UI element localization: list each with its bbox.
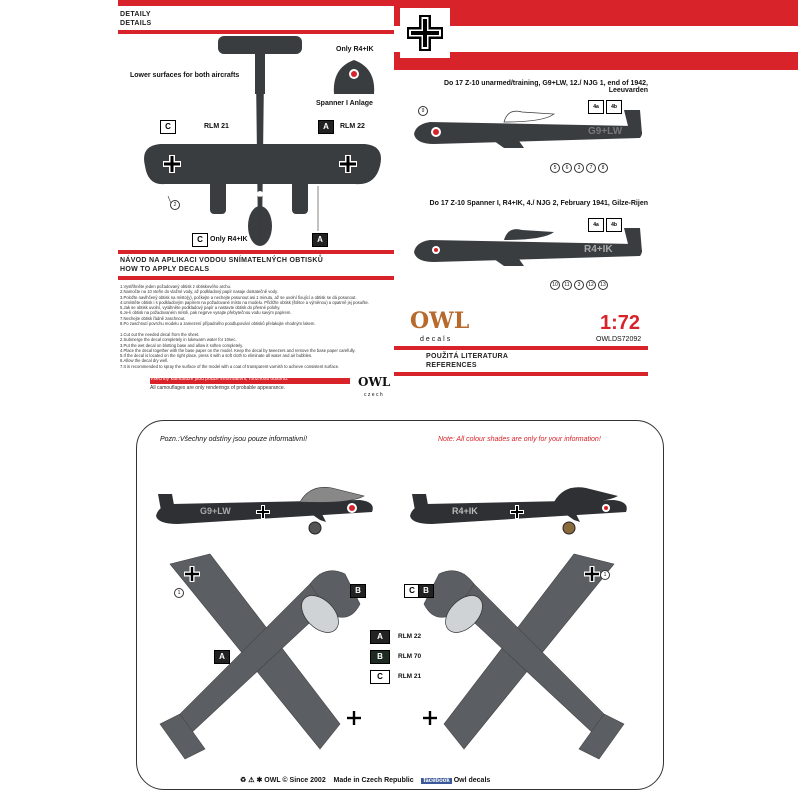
side-code-r4ik: R4+IK	[452, 506, 478, 516]
badge-c-bottom: C	[192, 233, 208, 247]
profile-caption-1b: Leeuvarden	[608, 87, 648, 94]
tag-4a-2: 4a	[588, 218, 604, 232]
legend-b-swatch: B	[370, 650, 390, 664]
note-en: Note: All colour shades are only for your information!	[438, 436, 601, 443]
footer-owl: OWL	[264, 777, 281, 784]
red-stripe-top	[118, 0, 394, 6]
bottom-badge-b: B	[350, 584, 366, 598]
badge-c: C	[160, 120, 176, 134]
footer-since: © Since 2002	[282, 777, 326, 784]
instruction-line: 5.Jak se obtisk uvolní, vytáhněte podkladový papír a nastavte obtisk do přesné polohy.	[120, 305, 281, 311]
legend-c-label: RLM 21	[398, 673, 422, 680]
instruction-line: 6.Je-li obtisk na požadovaném místě, pak nejprve vysajte přebytečnou vodu savým papírem.	[120, 310, 292, 316]
red-stripe-3	[118, 250, 394, 254]
callout-p1-4: 7	[586, 163, 596, 173]
footer-line	[240, 776, 490, 784]
bottom-badge-c: C	[404, 584, 420, 598]
legend-c-swatch: C	[370, 670, 390, 684]
callout-1-right: 1	[600, 570, 610, 580]
callout-p2-2: 11	[562, 280, 572, 290]
instruction-line: 8.Po zaschnutí povrchu modelu a zamezení případného poodlupování obtisků přelakujte vhodným lakem.	[120, 321, 316, 327]
note-cz: Pozn.:Všechny odstíny jsou pouze informativní!	[160, 436, 308, 443]
instruction-line: 1.Vystřihněte jeden požadovaný obtisk z obtiskového archu.	[120, 284, 232, 289]
details-cz: DETAILY	[120, 11, 151, 18]
red-stripe-2	[118, 30, 394, 34]
code-g9lw: G9+LW	[588, 126, 623, 137]
instruction-line: 6.Allow the decal dry well.	[120, 358, 169, 364]
side-view-r4ik	[404, 466, 634, 536]
instruction-line: 1.Cut out the needed decal from the sheet.	[120, 332, 200, 337]
legend-a-label: RLM 22	[398, 633, 422, 640]
callout-p2-5: 13	[598, 280, 608, 290]
instructions-title-cz: NÁVOD NA APLIKACI VODOU SNÍMATELNÝCH OBTISKŮ	[120, 257, 324, 264]
instructions-en	[120, 332, 390, 369]
recycle-icon: ♻ ⚠ ✱	[240, 777, 265, 784]
footer-cz-note: Všechny kamufláže jsou pouze informativní, možnosti odstínů.	[150, 376, 289, 382]
instruction-line: 4.Place the decal together with the base paper on the model. Keep the decal by tweezers and remove the base paper carefully.	[120, 347, 356, 353]
instructions-title	[120, 256, 323, 274]
instructions-cz	[120, 284, 390, 326]
callout-p1-5: 8	[598, 163, 608, 173]
profile-caption-2: Do 17 Z-10 Spanner I, R4+IK, 4./ NJG 2, February 1941, Gilze-Rijen	[429, 200, 648, 207]
white-band	[394, 26, 798, 52]
red-stripe-refs-top	[394, 346, 648, 350]
tag-4a: 4a	[588, 100, 604, 114]
tag-4b-2: 4b	[606, 218, 622, 232]
callout-2: 2	[170, 200, 180, 210]
side-code-g9lw: G9+LW	[200, 506, 231, 516]
bottom-badge-b2: B	[418, 584, 434, 598]
only-r4ik-top-label: Only R4+IK	[336, 46, 374, 53]
callout-p2-4: 12	[586, 280, 596, 290]
legend-a-swatch: A	[370, 630, 390, 644]
nose-detail	[330, 56, 378, 98]
legend-b-label: RLM 70	[398, 653, 422, 660]
balkenkreuz-icon	[407, 15, 443, 51]
code-r4ik: R4+IK	[584, 244, 613, 255]
instruction-line: 7.Nechejte obtisk řádně zaschnout.	[120, 315, 186, 321]
instruction-line: 5.If the decal is located on the right place, press it with a soft cloth to eliminate all water and air bubbles.	[120, 353, 313, 359]
product-code: OWLDS72092	[596, 336, 642, 343]
decals-text: decals	[420, 336, 453, 343]
only-r4ik-bottom-label: Only R4+IK	[210, 236, 248, 243]
instruction-line: 3.Položte navlhčený obtisk na místo(y), počkejte a nechejte posunout asi 1 minutu, až se uvolní fixující a obtisk se dá posunout.	[120, 294, 357, 300]
owl-logo	[410, 308, 469, 334]
badge-a-bottom: A	[312, 233, 328, 247]
section-details	[120, 10, 152, 28]
owl-logo-text: OWL	[410, 308, 470, 334]
references-head	[426, 352, 508, 370]
red-stripe-refs-bottom	[394, 372, 648, 376]
instruction-line: 2.Namočte na 10 vteřin do vlažné vody, až podkladový papír nasaje dostatečně vody.	[120, 289, 278, 295]
plan-view-lower-left	[150, 544, 380, 764]
instruction-line: 7.It is recommended to spray the surface of the model with a coat of transparent varnish to achieve consistent surface.	[120, 363, 340, 369]
callout-p2-3: 3	[574, 280, 584, 290]
refs-cz: POUŽITÁ LITERATURA	[426, 353, 509, 360]
owl-small-logo	[358, 375, 390, 389]
rlm21-label: RLM 21	[204, 123, 229, 130]
lower-surfaces-label: Lower surfaces for both aircrafts	[130, 72, 240, 79]
footer-owl-decals[interactable]: Owl decals	[453, 777, 491, 784]
callout-p1-1: 5	[550, 163, 560, 173]
cross-b	[346, 710, 362, 726]
profile-caption-1	[444, 80, 648, 94]
refs-en: REFERENCES	[426, 362, 477, 369]
instruction-line: 4.Umístěte obtisk i s podkladovým papírem na požadované místo na modelu. Přidržte obtisk (štětce a výměnou) a opatrně jej posuňte.	[120, 299, 370, 305]
red-stripe-4	[118, 276, 394, 280]
footer-made: Made in Czech Republic	[333, 777, 414, 784]
instructions-title-en: HOW TO APPLY DECALS	[120, 266, 210, 273]
details-en: DETAILS	[120, 20, 152, 27]
scale-text: 1:72	[600, 312, 641, 334]
footer-en-note: All camouflages are only renderings of probable appearance.	[150, 385, 286, 391]
instruction-line: 3.Put the wet decal on blotting base and allow it soften completely.	[120, 342, 244, 348]
czech-text: c z e c h	[364, 392, 383, 398]
callout-p1-2: 6	[562, 163, 572, 173]
owl-small-text: OWL	[358, 375, 391, 389]
profile-caption-1a: Do 17 Z-10 unarmed/training, G9+LW, 12./ NJG 1, end of 1942,	[443, 80, 648, 87]
callout-p2-1: 10	[550, 280, 560, 290]
instruction-line: 2.Submerge the decal completely in lukewarm water for 10sec.	[120, 337, 237, 343]
facebook-badge[interactable]: facebook	[423, 778, 450, 784]
spanner-label: Spanner I Anlage	[316, 100, 373, 107]
callout-p1-3: 3	[574, 163, 584, 173]
badge-a: A	[318, 120, 334, 134]
tag-4b: 4b	[606, 100, 622, 114]
bottom-badge-a: A	[214, 650, 230, 664]
side-view-g9lw	[150, 466, 380, 536]
callout-1-left: 1	[174, 588, 184, 598]
callout-9: 9	[418, 106, 428, 116]
rlm22-label: RLM 22	[340, 123, 365, 130]
